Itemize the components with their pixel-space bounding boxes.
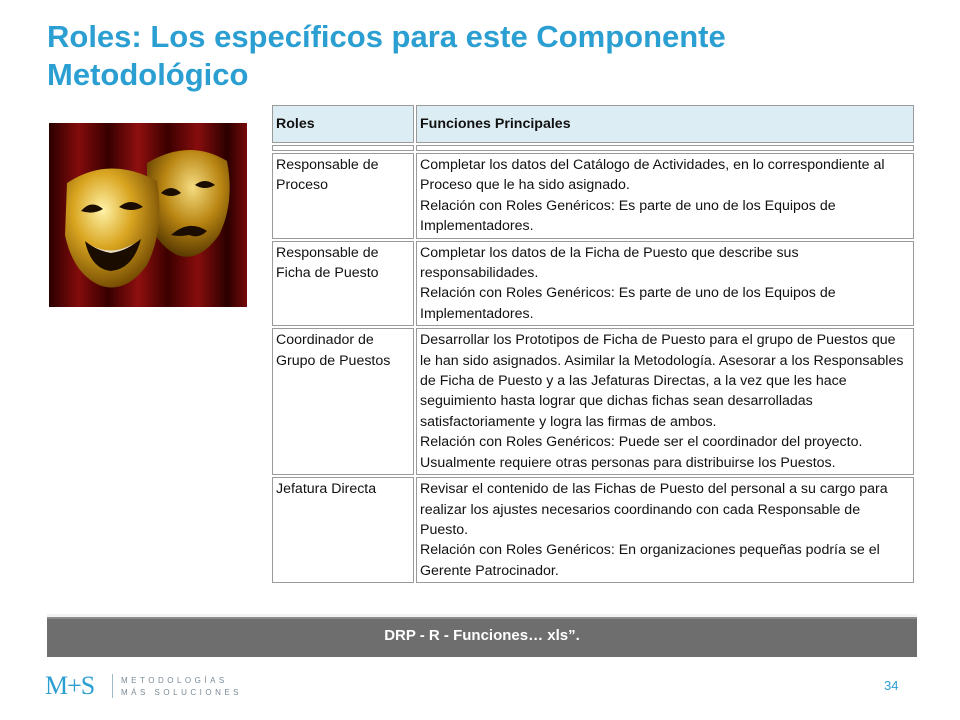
logo-text-line2: MÁS SOLUCIONES <box>121 688 243 697</box>
table-row <box>272 241 914 327</box>
relation-text: Relación con Roles Genéricos: Puede ser el coordinador del proyecto. Usualmente requiere otras personas para distribuirse los Puestos. <box>420 434 863 471</box>
table-row <box>272 477 914 583</box>
company-logo <box>45 671 245 701</box>
page-number: 34 <box>884 678 899 693</box>
relation-text: Relación con Roles Genéricos: Es parte de uno de los Equipos de Implementadores. <box>420 285 836 322</box>
header-roles: Roles <box>272 105 414 143</box>
slide-title: Roles: Los específicos para este Componente Metodológico <box>47 19 726 92</box>
roles-table-container <box>270 103 916 595</box>
relation-text: Relación con Roles Genéricos: En organizaciones pequeñas podría se el Gerente Patrocinador. <box>420 542 880 579</box>
logo-text-line1: METODOLOGÍAS <box>121 676 228 685</box>
role-cell: Coordinador de Grupo de Puestos <box>272 328 414 475</box>
header-funciones: Funciones Principales <box>416 105 914 143</box>
functions-text: Revisar el contenido de las Fichas de Puesto del personal a su cargo para realizar los ajustes necesarios coordinando con cada Responsable de Puesto. <box>420 481 888 538</box>
functions-text: Completar los datos del Catálogo de Actividades, en lo correspondiente al Proceso que le ha sido asignado. <box>420 157 885 194</box>
table-row <box>272 328 914 475</box>
functions-cell <box>416 328 914 475</box>
theater-masks-image <box>49 123 247 307</box>
functions-cell <box>416 153 914 239</box>
functions-cell <box>416 241 914 327</box>
caption-text: DRP - R - Funciones… xls”. <box>384 627 580 644</box>
roles-table <box>270 103 916 585</box>
functions-text: Completar los datos de la Ficha de Puesto que describe sus responsabilidades. <box>420 244 799 282</box>
functions-text: Desarrollar los Prototipos de Ficha de Puesto para el grupo de Puestos que le han sido asignados. Asimilar la Metodología. Asesorar a los Responsables de Ficha de Puesto y a las Jefaturas Directas, a la vez que les hace seguimiento hasta lograr que dichas fichas sean desarrolladas satisfactoriamente y logra las firmas de ambos. <box>420 332 904 430</box>
role-cell: Responsable de Proceso <box>272 153 414 239</box>
table-header-row <box>272 105 914 143</box>
role-cell: Responsable de Ficha de Puesto <box>272 241 414 327</box>
logo-mark: M+S <box>45 671 95 700</box>
caption-bar <box>47 614 917 657</box>
table-row <box>272 153 914 239</box>
role-cell: Jefatura Directa <box>272 477 414 583</box>
functions-cell <box>416 477 914 583</box>
logo-divider <box>112 674 113 698</box>
relation-text: Relación con Roles Genéricos: Es parte de uno de los Equipos de Implementadores. <box>420 197 836 235</box>
